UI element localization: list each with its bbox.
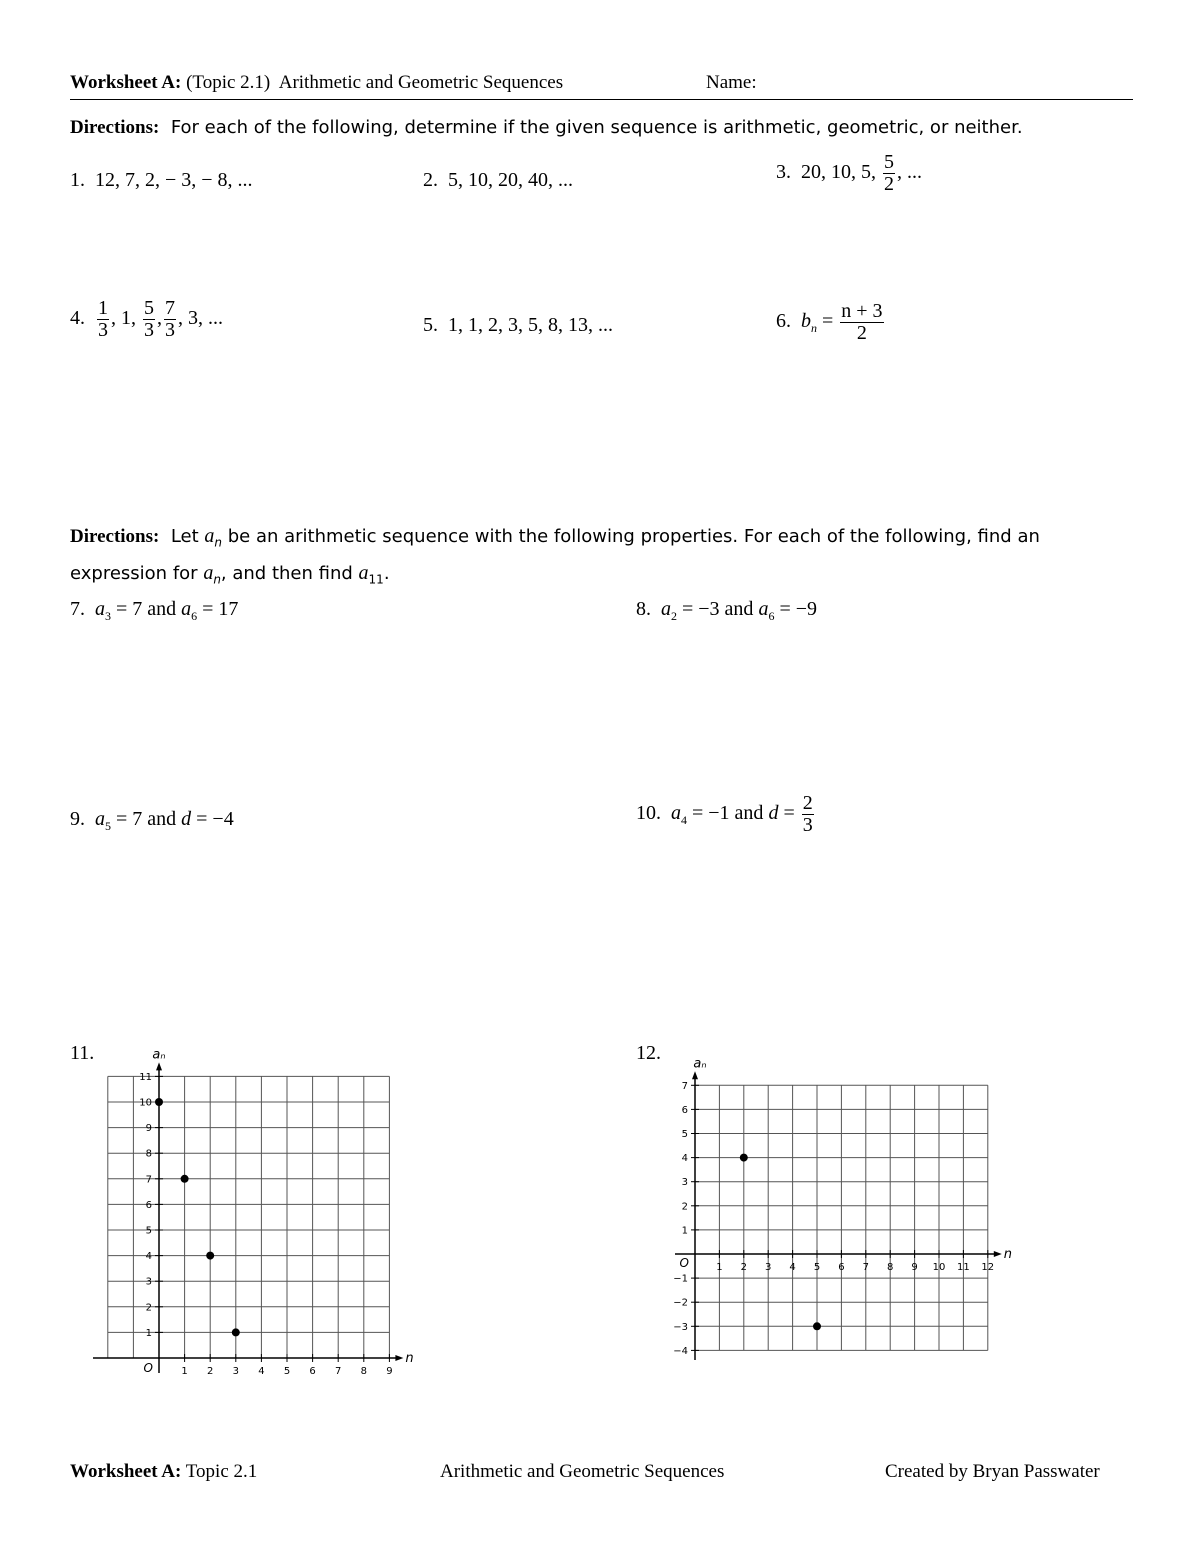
data-point: [181, 1175, 189, 1183]
y-tick-label: 7: [681, 1080, 688, 1092]
y-tick-label: 2: [681, 1201, 688, 1213]
problem-number: 1.: [70, 169, 85, 191]
y-tick-label: 8: [145, 1148, 152, 1160]
x-tick-label: 1: [181, 1366, 188, 1377]
y-tick-label: 9: [145, 1123, 152, 1135]
y-tick-label: −4: [673, 1345, 688, 1357]
problem-10: 10. $a_4 = -1$ and d = $\frac{2}{3}$: [636, 792, 813, 836]
header-rule: [70, 99, 1133, 100]
directions-text: For each of the following, determine if the given sequence is arithmetic, geometric, or neither.: [170, 117, 1023, 138]
problem-text: 5, 10, 20, 40, ...: [448, 169, 573, 191]
x-axis-label: n: [405, 1351, 414, 1366]
data-point: [813, 1322, 821, 1330]
graph-12: [670, 1042, 1040, 1372]
x-tick-label: 9: [386, 1366, 393, 1377]
x-tick-label: 6: [838, 1262, 845, 1273]
y-tick-label: 2: [145, 1302, 152, 1314]
data-point: [206, 1252, 214, 1260]
x-tick-label: 2: [207, 1366, 214, 1377]
y-axis-arrow: [156, 1062, 162, 1070]
x-tick-label: 11: [957, 1262, 970, 1273]
directions-label: Directions:: [70, 117, 160, 138]
x-axis-arrow: [395, 1355, 403, 1361]
problem-3: 3. 20, 10, 5, $\frac{5}{2}$ , ...: [776, 151, 922, 195]
problem-number: 6.: [776, 310, 791, 333]
x-tick-label: 1: [716, 1262, 723, 1273]
footer-left: Worksheet A: Topic 2.1: [70, 1461, 258, 1482]
problem-number: 5.: [423, 314, 438, 336]
problem-8: 8. $a_2 = -3$ and $a_6 = -9$: [636, 598, 817, 623]
problem-text: 1, 1, 2, 3, 5, 8, 13, ...: [448, 314, 613, 336]
y-tick-label: −2: [673, 1297, 688, 1309]
origin-label: O: [679, 1256, 689, 1270]
fraction: $\frac{5}{3}$: [144, 297, 154, 341]
x-tick-label: 8: [887, 1262, 894, 1273]
x-tick-label: 3: [232, 1366, 239, 1377]
x-tick-label: 10: [932, 1262, 946, 1273]
directions-1: [70, 117, 1023, 139]
footer-right: Created by Bryan Passwater: [885, 1461, 1100, 1482]
problem-number: 4.: [70, 307, 85, 330]
directions-2: Directions: Let $a_n$ be an arithmetic sequence with the following properties. For each of the following, find an: [70, 525, 1040, 550]
x-axis-arrow: [994, 1251, 1002, 1257]
y-tick-label: −1: [673, 1273, 688, 1285]
y-tick-label: 3: [145, 1276, 152, 1288]
y-tick-label: 11: [139, 1071, 152, 1083]
problem-12-number: 12.: [636, 1042, 661, 1064]
problem-text: 20, 10, 5,: [801, 161, 876, 184]
y-tick-label: 1: [145, 1327, 152, 1339]
graph-11: [88, 1028, 448, 1388]
y-axis-label: aₙ: [152, 1047, 166, 1063]
x-tick-label: 8: [360, 1366, 367, 1377]
problem-number: 7.: [70, 598, 85, 620]
x-tick-label: 5: [813, 1262, 821, 1273]
fraction: $\frac{5}{2}$: [884, 151, 894, 195]
x-axis-label: n: [1003, 1247, 1013, 1262]
worksheet-label: Worksheet A:: [70, 72, 182, 93]
fraction: $\frac{n + 3}{2}$: [841, 300, 883, 344]
problem-2: [423, 169, 573, 192]
directions-2-line-2: expression for $a_n$, and then find $a_{11}$.: [70, 562, 390, 587]
problem-7: 7. $a_3 = 7$ and $a_6 = 17$: [70, 598, 239, 623]
y-tick-label: 3: [681, 1177, 688, 1189]
y-tick-label: 4: [681, 1153, 688, 1165]
worksheet-title: Arithmetic and Geometric Sequences: [278, 72, 564, 93]
problem-4: 4. $\frac{1}{3}$ , 1, $\frac{5}{3}$ , $\frac{7}{3}$ , 3, ...: [70, 297, 223, 341]
fraction: $\frac{7}{3}$: [165, 297, 175, 341]
y-tick-label: 6: [681, 1104, 688, 1116]
problem-5: [423, 314, 613, 337]
y-axis-arrow: [692, 1071, 698, 1079]
directions-label: Directions:: [70, 526, 160, 547]
x-tick-label: 7: [862, 1262, 869, 1273]
fraction: $\frac{2}{3}$: [802, 792, 813, 836]
data-point: [232, 1328, 240, 1336]
problem-9: 9. $a_5 = 7$ and d = −4: [70, 808, 234, 833]
y-tick-label: −3: [673, 1321, 688, 1333]
x-tick-label: 12: [981, 1262, 995, 1273]
worksheet-header: [70, 72, 563, 94]
data-point: [740, 1154, 748, 1162]
x-tick-label: 3: [765, 1262, 772, 1273]
x-tick-label: 2: [740, 1262, 747, 1273]
x-tick-label: 7: [335, 1366, 342, 1377]
y-tick-label: 4: [145, 1251, 152, 1263]
x-tick-label: 5: [283, 1366, 291, 1377]
y-tick-label: 6: [145, 1199, 152, 1211]
x-tick-label: 4: [789, 1262, 796, 1273]
y-tick-label: 5: [145, 1225, 152, 1237]
problem-1: [70, 169, 253, 192]
problem-6: 6. $b_n$ = $\frac{n + 3}{2}$: [776, 300, 883, 344]
problem-number: 2.: [423, 169, 438, 191]
problem-number: 8.: [636, 598, 651, 620]
fraction: $\frac{1}{3}$: [98, 297, 108, 341]
y-tick-label: 1: [681, 1225, 688, 1237]
y-tick-label: 7: [145, 1174, 152, 1186]
problem-number: 10.: [636, 802, 661, 825]
y-axis-label: aₙ: [693, 1056, 707, 1072]
problem-number: 3.: [776, 161, 791, 184]
x-tick-label: 4: [258, 1366, 265, 1377]
x-tick-label: 9: [911, 1262, 918, 1273]
y-tick-label: 10: [139, 1097, 152, 1109]
problem-11-number: 11.: [70, 1042, 95, 1064]
footer-center: Arithmetic and Geometric Sequences: [440, 1461, 725, 1482]
name-label: Name:: [706, 72, 757, 93]
problem-text: 12, 7, 2, − 3, − 8, ...: [95, 169, 253, 191]
y-tick-label: 5: [681, 1129, 688, 1140]
origin-label: O: [143, 1361, 153, 1375]
topic-label: (Topic 2.1): [181, 72, 271, 93]
problem-number: 9.: [70, 808, 85, 830]
data-point: [155, 1098, 163, 1106]
x-tick-label: 6: [309, 1366, 316, 1377]
